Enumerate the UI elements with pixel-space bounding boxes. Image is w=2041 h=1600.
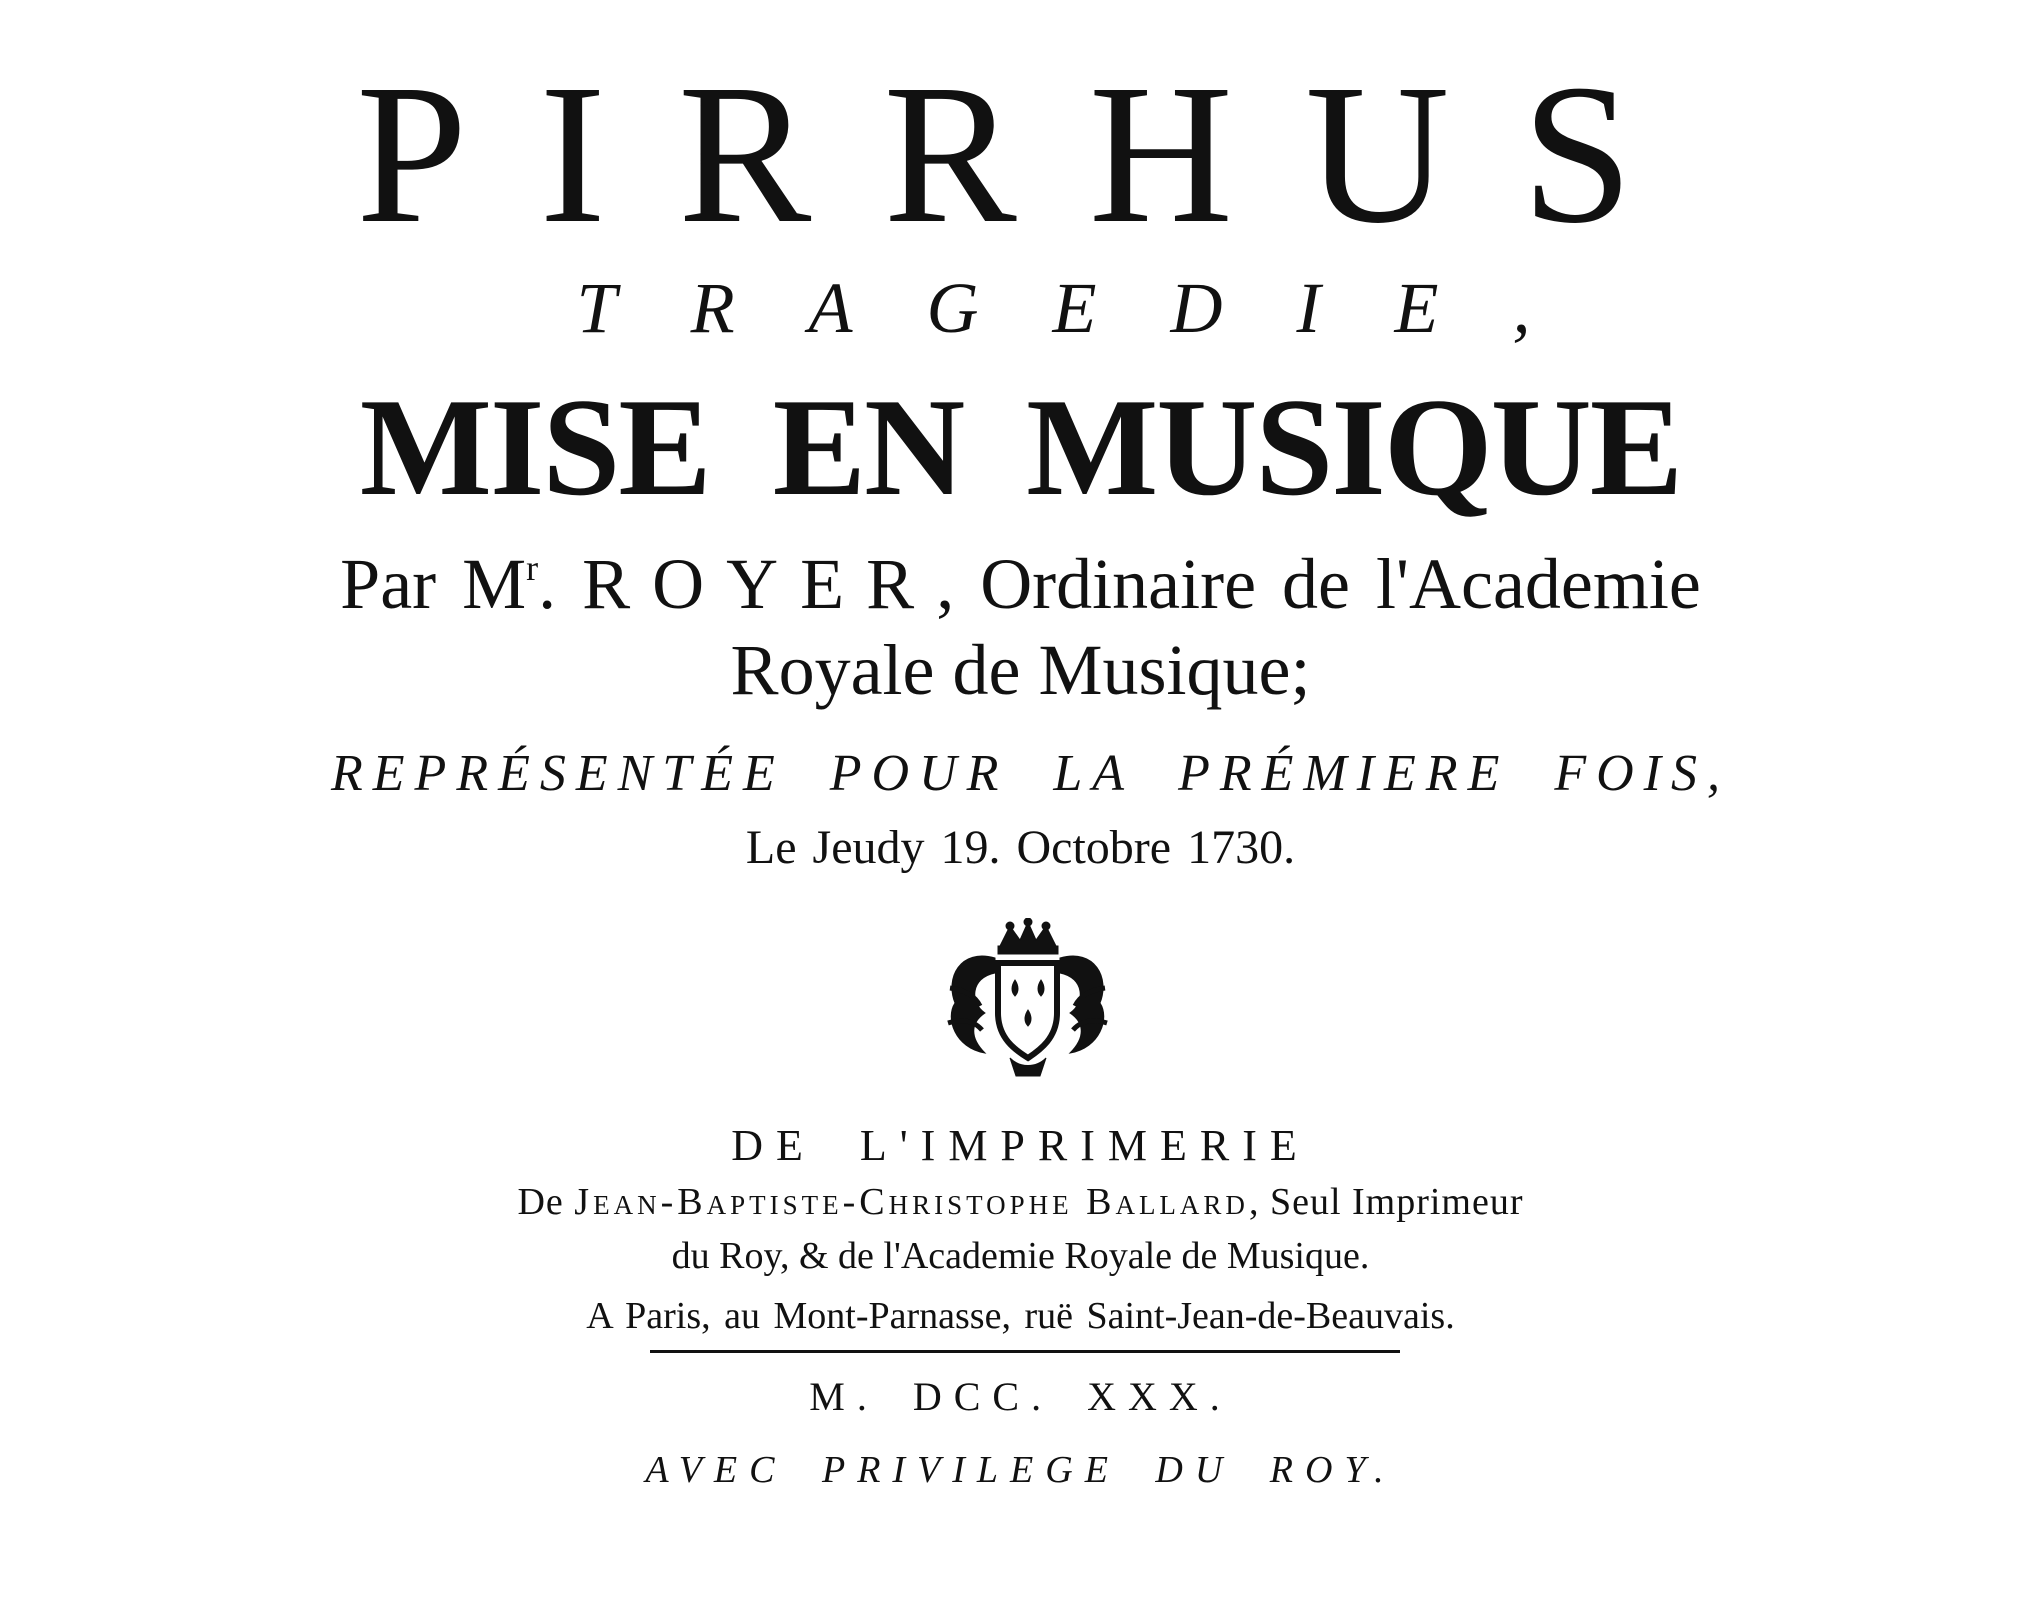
genre-subtitle: TRAGEDIE, xyxy=(576,268,1605,348)
author-prefix: Par M xyxy=(340,544,527,624)
author-name: ROYER xyxy=(582,544,937,624)
printer-heading: DE L'IMPRIMERIE xyxy=(731,1121,1310,1170)
author-line xyxy=(0,528,2041,624)
printer-title: , Seul Imprimeur xyxy=(1248,1181,1524,1223)
music-heading: MISE EN MUSIQUE xyxy=(359,370,1682,525)
author-prefix-superscript: r xyxy=(526,548,539,588)
author-title: , Ordinaire de l'Academie xyxy=(936,544,1701,624)
performance-date: Le Jeudy 19. Octobre 1730. xyxy=(745,821,1296,874)
publication-year: M. DCC. XXX. xyxy=(809,1374,1232,1419)
divider-rule xyxy=(650,1350,1400,1353)
performance-note: REPRÉSENTÉE POUR LA PRÉMIERE FOIS, xyxy=(331,745,1730,802)
printer-name: Jean-Baptiste-Christophe Ballard xyxy=(574,1181,1249,1223)
printer-de: De xyxy=(517,1181,564,1223)
printer-address: A Paris, au Mont-Parnasse, ruë Saint-Jean-de-Beauvais. xyxy=(586,1295,1455,1337)
author-line-2: Royale de Musique; xyxy=(730,630,1311,710)
author-prefix-dot: . xyxy=(538,544,557,624)
printer-name-line xyxy=(0,1178,2041,1226)
royal-arms-emblem-icon xyxy=(940,918,1115,1078)
work-title: PIRRHUS xyxy=(356,44,1705,265)
printer-affiliation: du Roy, & de l'Academie Royale de Musique. xyxy=(671,1235,1370,1277)
royal-privilege: AVEC PRIVILEGE DU ROY. xyxy=(645,1449,1396,1491)
